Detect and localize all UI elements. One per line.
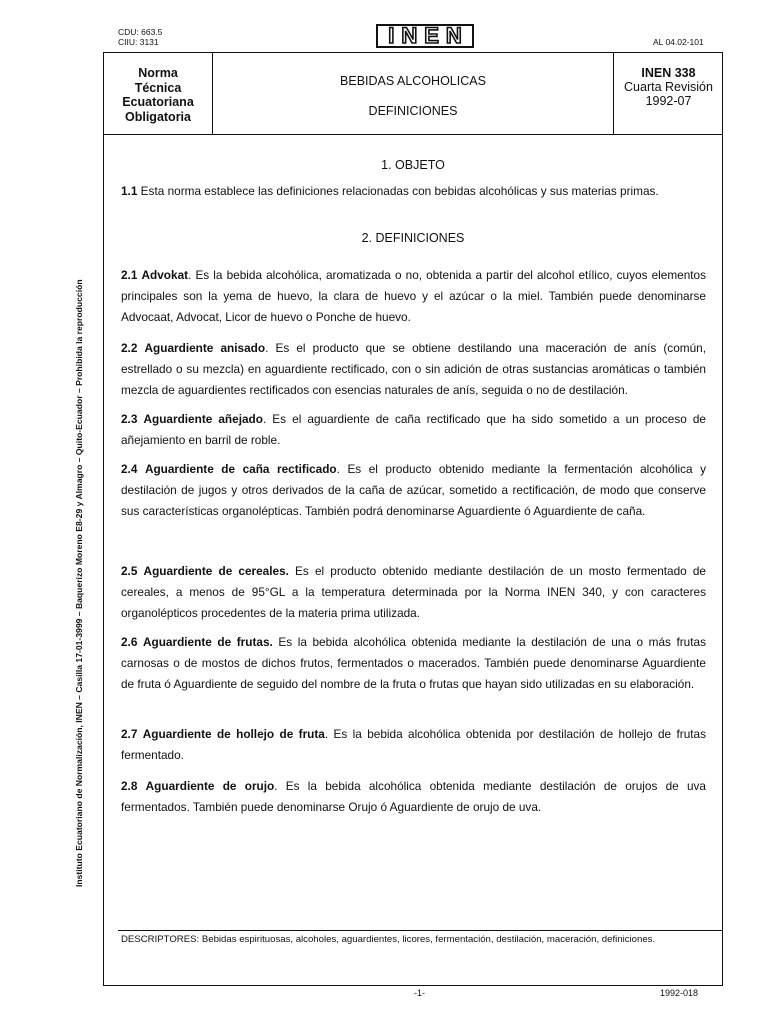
paragraph-text: . Es el producto que se obtiene destilando una maceración de anís (común, estrellado o su mezcla) en aguardiente rectificado, con o sin adición de otras sustancias aromáticas o también mezcla de aguardientes rectificados con esencias naturales de anís, seguida o no de destilación. — [121, 341, 706, 397]
section-heading-definiciones: 2. DEFINICIONES — [361, 231, 465, 245]
title-sub: DEFINICIONES — [368, 104, 458, 118]
title-main: BEBIDAS ALCOHOLICAS — [340, 74, 486, 88]
paragraph-text: Es el producto obtenido mediante destilación de un mosto fermentado de cereales, a menos de 95°GL a la temperatura determinada por la Norma INEN 340, y con caracteres organolépticos procedentes de la materia prima utilizada. — [121, 564, 706, 620]
side-legal-text: Instituto Ecuatoriano de Normalización, INEN – Casilla 17-01-3999 – Baquerizo Moreno E8-29 y Almagro – Quito-Ecuador – Prohibida la reproducción — [74, 279, 84, 887]
descriptors: DESCRIPTORES: Bebidas espirituosas, alcoholes, aguardientes, licores, fermentación, destilación, maceración, definiciones. — [121, 934, 656, 945]
header-divider — [103, 134, 723, 135]
paragraph-number: 2.3 — [121, 412, 138, 426]
norma-line: Técnica — [134, 80, 182, 95]
paragraph-term: Aguardiente de frutas. — [142, 635, 273, 649]
classification-codes — [118, 27, 162, 47]
paragraph-text: Esta norma establece las definiciones relacionadas con bebidas alcohólicas y sus materias primas. — [137, 184, 659, 198]
document-code: AL 04.02-101 — [653, 37, 704, 47]
paragraph-text: . Es la bebida alcohólica obtenida por destilación de hollejo de frutas fermentado. — [121, 727, 706, 762]
page-number: -1- — [414, 988, 425, 998]
paragraph-term: Aguardiente de caña rectificado — [144, 462, 337, 476]
paragraph-term: Advokat — [141, 268, 189, 282]
norma-line: Ecuatoriana — [122, 95, 194, 109]
norma-line: Obligatoria — [125, 109, 191, 124]
paragraph-number: 2.7 — [121, 727, 138, 741]
paragraph-number: 2.1 — [121, 268, 138, 282]
paragraph-term: Aguardiente de orujo — [145, 779, 275, 793]
paragraph-text: . Es el producto obtenido mediante la fermentación alcohólica y destilación de jugos y otros derivados de la caña de azúcar, sometido a rectificación, de modo que conserve sus características organolépticas. También podrá denominarse Aguardiente ó Aguardiente de caña. — [121, 462, 706, 518]
paragraph-number: 2.6 — [121, 635, 138, 649]
paragraph-number: 1.1 — [121, 184, 138, 198]
paragraph-term: Aguardiente de hollejo de fruta — [142, 727, 325, 741]
paragraph-number: 2.5 — [121, 564, 138, 578]
paragraph-text: Es la bebida alcohólica obtenida mediante la destilación de una o más frutas carnosas o de mostos de dichos frutos, fermentados o macerados. También puede denominarse Aguardiente de fruta ó Aguardiente de seguido del nombre de la fruta o frutas que hayan sido utilizadas en su elaboración. — [121, 635, 706, 691]
paragraph-number: 2.4 — [121, 462, 138, 476]
paragraph-text: . Es la bebida alcohólica obtenida mediante destilación de orujos de uva fermentados. También puede denominarse Orujo ó Aguardiente de orujo de uva. — [121, 779, 706, 814]
paragraph-2-3 — [121, 409, 706, 451]
paragraph-term: Aguardiente anisado — [144, 341, 266, 355]
paragraph-2-4 — [121, 459, 706, 522]
descriptors-divider — [118, 930, 722, 931]
inen-box — [614, 66, 723, 108]
paragraph-2-2 — [121, 338, 706, 401]
inen-revision: Cuarta Revisión — [624, 80, 713, 94]
inen-logo: INEN — [376, 24, 474, 48]
ciiu-code: CIIU: 3131 — [118, 37, 159, 47]
paragraph-2-5 — [121, 561, 706, 624]
section-heading-objeto: 1. OBJETO — [381, 158, 445, 172]
paragraph-term: Aguardiente añejado — [143, 412, 263, 426]
norma-box — [104, 66, 212, 124]
document-title — [213, 72, 613, 120]
paragraph-text: . Es la bebida alcohólica, aromatizada o no, obtenida a partir del alcohol etílico, cuyos elementos principales son la yema de huevo, la clara de huevo y el azúcar o la miel. También puede denominarse Advocaat, Advocat, Licor de huevo o Ponche de huevo. — [121, 268, 706, 324]
inen-number: INEN 338 — [641, 66, 696, 80]
footer-code: 1992-018 — [660, 988, 699, 998]
inen-date: 1992-07 — [645, 94, 692, 108]
paragraph-2-1 — [121, 265, 706, 328]
paragraph-number: 2.8 — [121, 779, 138, 793]
cdu-code: CDU: 663.5 — [118, 27, 163, 37]
paragraph-2-8 — [121, 776, 706, 818]
paragraph-number: 2.2 — [121, 341, 138, 355]
paragraph-1-1 — [121, 181, 706, 202]
paragraph-term: Aguardiente de cereales. — [143, 564, 289, 578]
paragraph-2-6 — [121, 632, 706, 695]
norma-line: Norma — [138, 66, 178, 80]
paragraph-2-7 — [121, 724, 706, 766]
paragraph-text: . Es el aguardiente de caña rectificado que ha sido sometido a un proceso de añejamiento en barril de roble. — [121, 412, 706, 447]
